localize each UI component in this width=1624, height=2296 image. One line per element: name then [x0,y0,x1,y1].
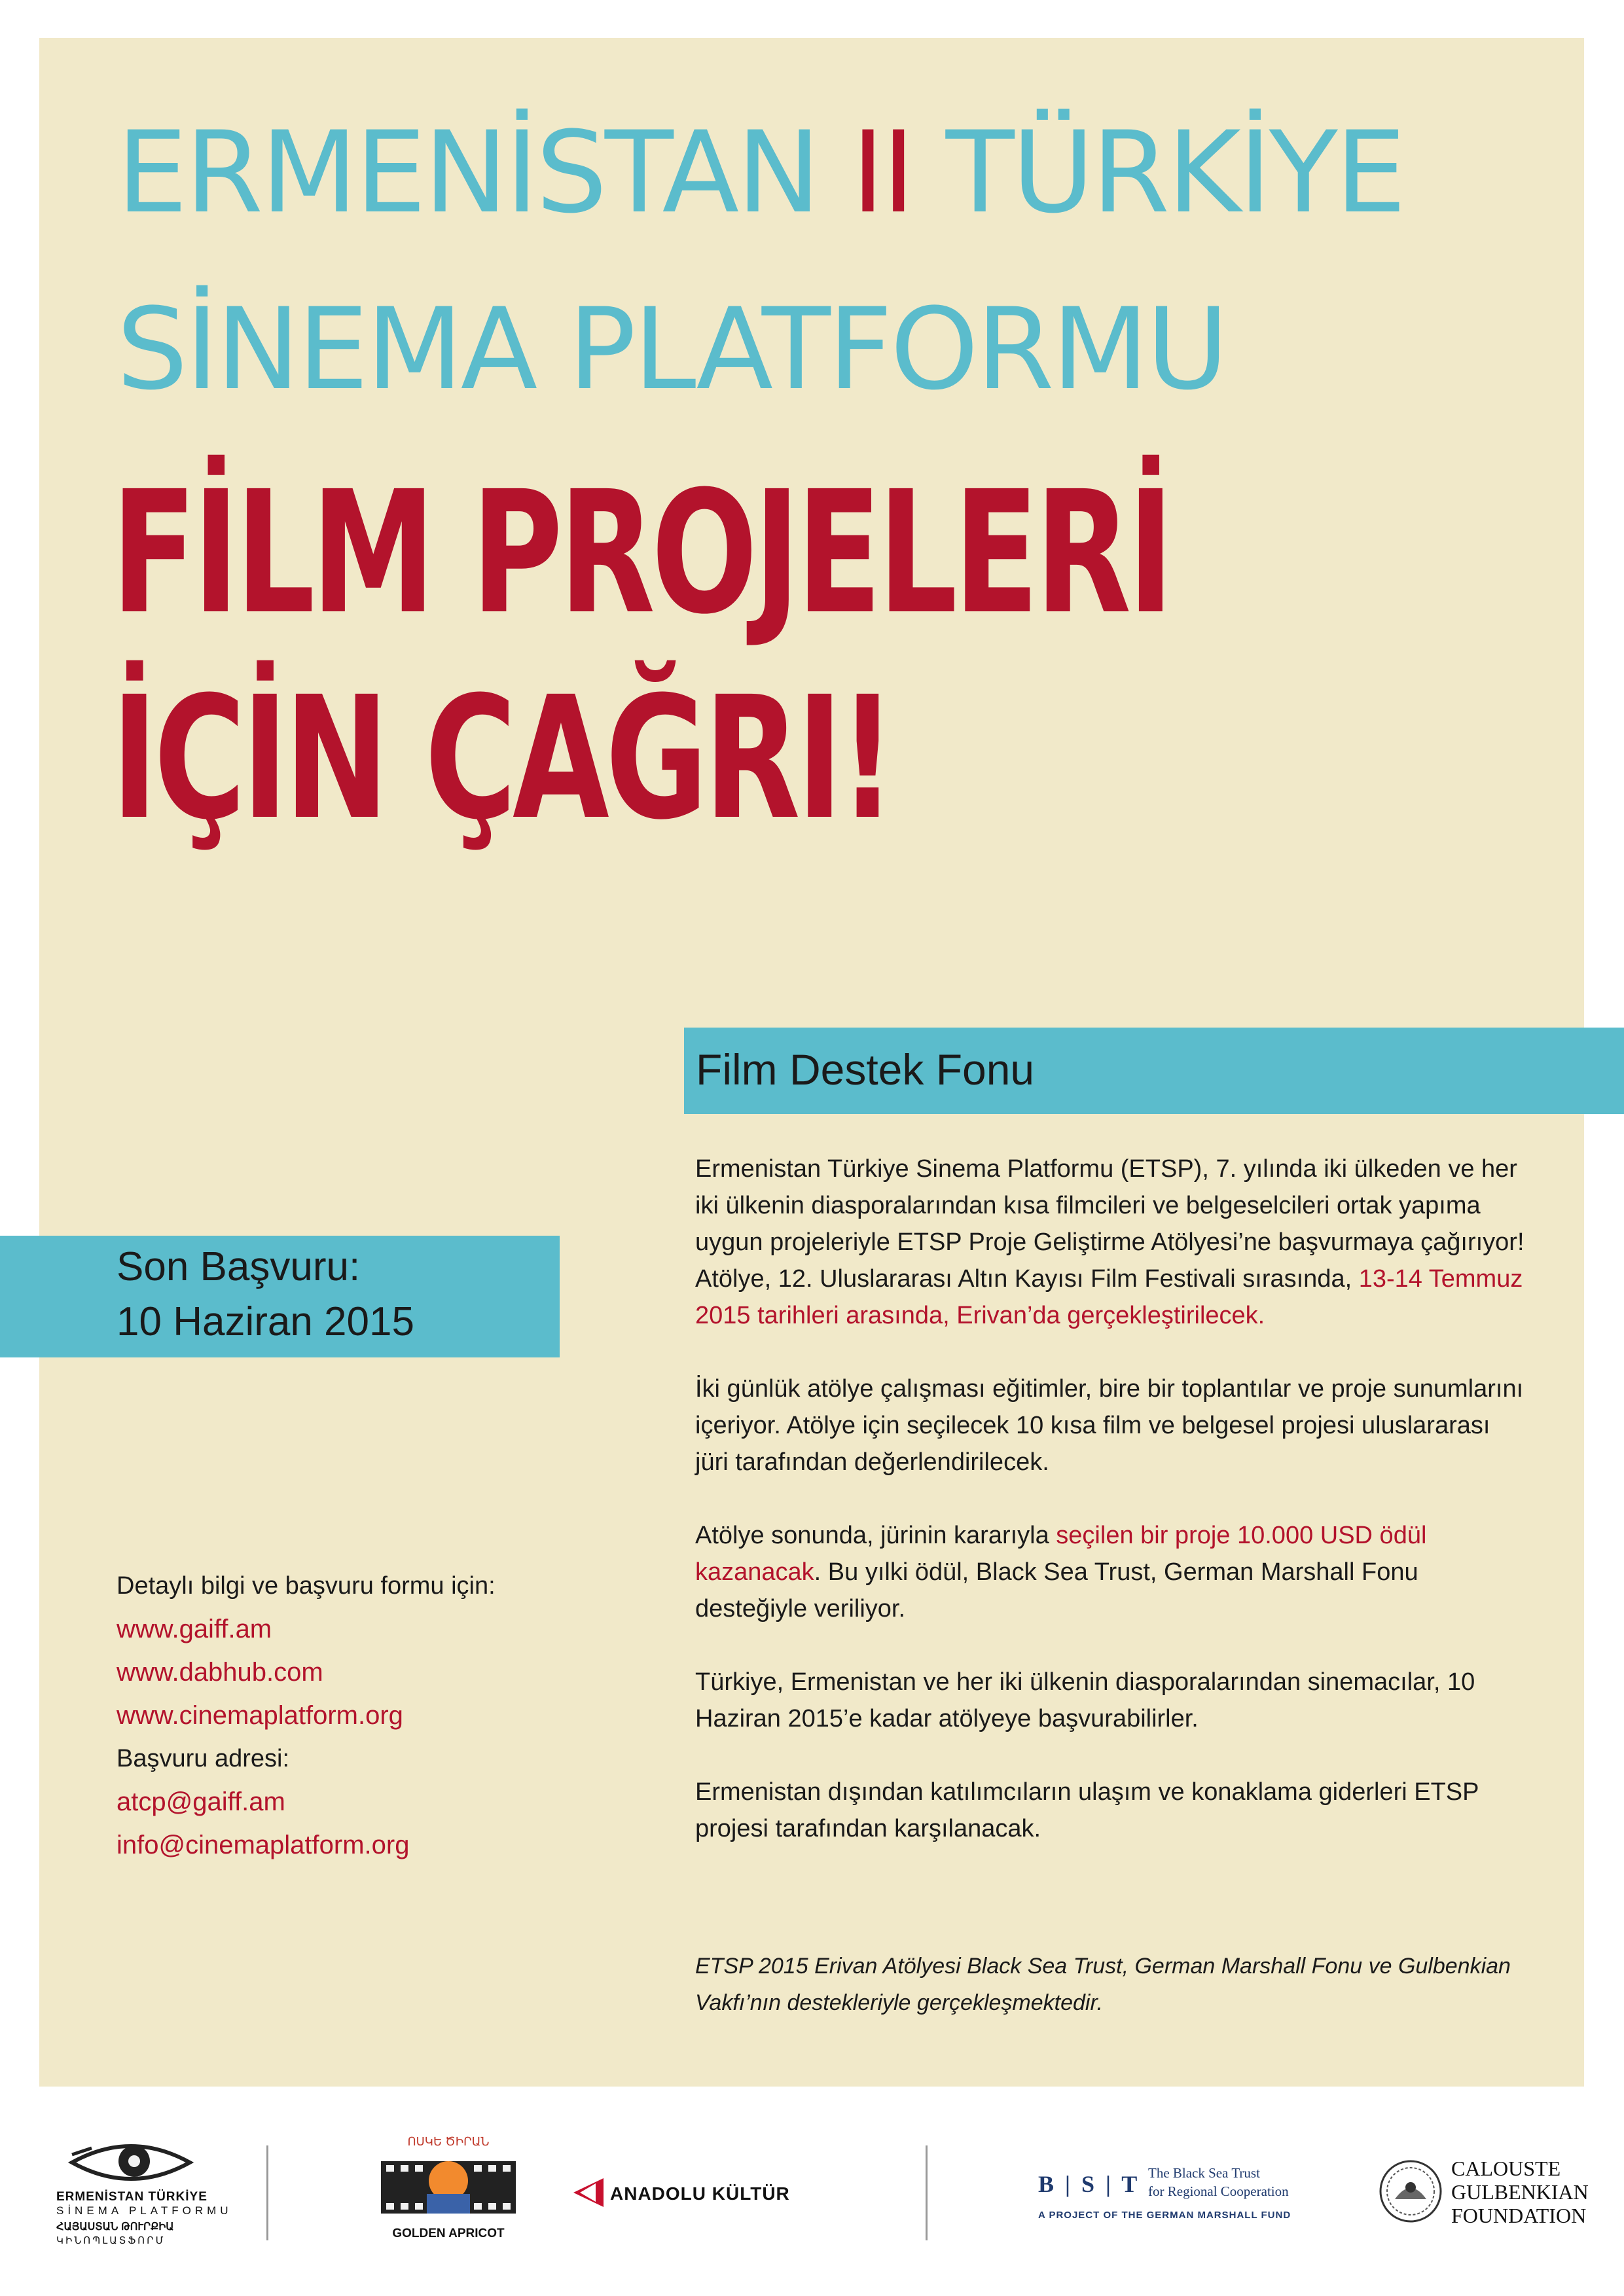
footer-divider-2 [926,2145,928,2240]
link-dabhub[interactable]: www.dabhub.com [117,1658,323,1687]
deadline-date: 10 Haziran 2015 [117,1299,414,1344]
body-paragraph-3 [695,1517,1526,1627]
golden-apricot-logo [373,2135,524,2253]
p3-highlight: seçilen bir proje 10.000 USD ödül kazanacak [695,1522,1427,1586]
anadolu-kultur-logo [567,2172,816,2217]
etsp-logo-line-4: ԿԻՆՈՊԼԱՏՖՈՐՄ [56,2235,166,2246]
link-cinemaplatform[interactable]: www.cinemaplatform.org [117,1701,403,1730]
fund-heading-bar [684,1028,1624,1114]
headline-line-1: FİLM PROJELERİ [111,455,1170,651]
apricot-film-icon [381,2155,516,2220]
title-separator: II [851,107,913,238]
bst-name-2: for Regional Cooperation [1148,2183,1289,2199]
credit-line: ETSP 2015 Erivan Atölyesi Black Sea Trust, German Marshall Fonu ve Gulbenkian Vakfı’nın destekleriyle gerçekleşmektedir. [695,1954,1511,2015]
golden-apricot-label: GOLDEN APRICOT [392,2227,505,2240]
p1-highlight: 13-14 Temmuz 2015 tarihleri arasında, Erivan’da gerçekleştirilecek. [695,1265,1523,1329]
title-armenia: ERMENİSTAN [117,107,818,238]
bst-name-1: The Black Sea Trust [1148,2165,1260,2181]
black-sea-trust-logo [1038,2160,1313,2232]
body-paragraph-4: Türkiye, Ermenistan ve her iki ülkenin diasporalarından sinemacılar, 10 Haziran 2015’e kadar atölyeye başvurabilirler. [695,1668,1475,1732]
title-line-2: SİNEMA PLATFORMU [117,283,1226,415]
etsp-logo-line-3: ՀԱՅԱՍՏԱՆ ԹՈՒՐՔԻԱ [56,2221,174,2233]
etsp-logo-line-2: SİNEMA PLATFORMU [56,2204,232,2217]
body-paragraph-1 [695,1151,1526,1334]
info-intro: Detaylı bilgi ve başvuru formu için: [117,1572,496,1600]
body-paragraph-5: Ermenistan dışından katılımcıların ulaşım ve konaklama giderleri ETSP projesi tarafından karşılanacak. [695,1778,1479,1842]
email-info[interactable]: info@cinemaplatform.org [117,1831,410,1859]
body-text [695,1151,1526,1884]
bst-mark: B | S | T [1038,2171,1140,2197]
bst-subtitle: A PROJECT OF THE GERMAN MARSHALL FUND [1038,2210,1291,2221]
body-paragraph-2: İki günlük atölye çalışması eğitimler, bire bir toplantılar ve proje sunumlarını içeriyor. Atölye için seçilecek 10 kısa film ve belgesel projesi uluslararası jüri tarafından değerlendirilecek. [695,1375,1524,1476]
deadline-bar [0,1236,560,1357]
fund-heading: Film Destek Fonu [696,1045,1035,1094]
etsp-logo [52,2135,232,2253]
gulbenkian-line-3: FOUNDATION [1451,2204,1587,2227]
anadolu-kultur-label: ANADOLU KÜLTÜR [610,2183,790,2204]
gulbenkian-line-2: GULBENKIAN [1451,2180,1589,2204]
contact-info [117,1564,496,1867]
anadolu-mark-icon [567,2174,606,2211]
address-label: Başvuru adresi: [117,1745,290,1772]
footer-divider-1 [266,2145,268,2240]
title-turkey: TÜRKİYE [945,107,1404,238]
deadline-label: Son Başvuru: [117,1244,361,1289]
golden-apricot-top: ՈՍԿԵ ԾԻՐԱՆ [407,2135,490,2148]
eye-icon [52,2135,209,2187]
etsp-logo-line-1: ERMENİSTAN TÜRKİYE [56,2190,208,2204]
headline-line-2: İÇİN ÇAĞRI! [111,660,893,857]
link-gaiff[interactable]: www.gaiff.am [117,1615,272,1643]
gulbenkian-logo [1378,2153,1594,2238]
gulbenkian-seal-icon [1378,2159,1443,2224]
title-line-1 [117,107,1404,238]
p3-text-b: . Bu yılki ödül, Black Sea Trust, German Marshall Fonu desteğiyle veriliyor. [695,1558,1418,1623]
gulbenkian-line-1: CALOUSTE [1451,2157,1561,2180]
email-atcp[interactable]: atcp@gaiff.am [117,1787,285,1816]
p1-text: Ermenistan Türkiye Sinema Platformu (ETSP), 7. yılında iki ülkeden ve her iki ülkenin diasporalarından kısa filmcileri ve belgeselcileri ortak yapıma uygun projeleriyle ETSP Proje Geliştirme Atölyesi’ne başvurmaya çağırıyor! Atölye, 12. Uluslararası Altın Kayısı Film Festivali sırasında, [695,1155,1525,1293]
p3-text-a: Atölye sonunda, jürinin kararıyla [695,1522,1056,1549]
